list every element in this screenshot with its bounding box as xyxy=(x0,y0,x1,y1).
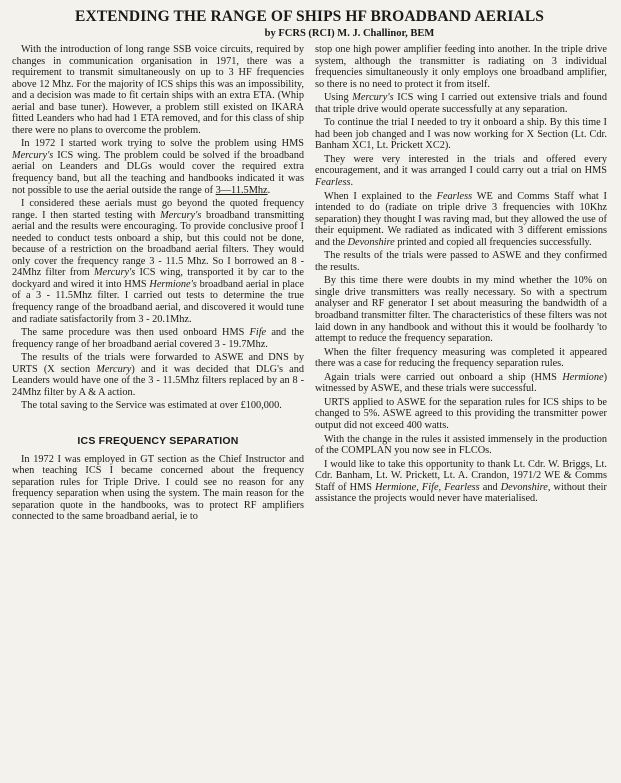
article-title: EXTENDING THE RANGE OF SHIPS HF BROADBAND AERIALS xyxy=(75,8,544,25)
paragraph xyxy=(12,352,304,398)
ship-name: Mercury xyxy=(96,363,132,375)
left-column xyxy=(12,44,304,525)
paragraph: By this time there were doubts in my mind whether the 10% on single drive transmitters was really necessary. So with a spectrum analyser and RF generator I set about measuring the bandwidth of a broadband transmitter filter. The characteristics of these filters was not laid down in any handbook and without this it would be foolhardy 'to attempt to reduce the frequency separation. xyxy=(315,275,607,345)
text-run: and xyxy=(479,481,501,493)
ship-name: Mercury's xyxy=(352,92,394,104)
text-run: broadband transmitting aerial and the results were encouraging. To provide conclusive proof I needed to conduct tests onboard a ship, but this could not be done, because of a restriction on the broadband aerial filters. They would only cover the frequency range 3 - 11.5 Mhz. So I borrowed an 8 - 24Mhz filter from xyxy=(12,209,304,279)
text-run: . xyxy=(267,184,271,196)
paragraph: With the introduction of long range SSB voice circuits, required by changes in communication organisation in 1971, there was a requirement to transmit simultaneously on up to 3 HF frequencies above 12 Mhz. For the majority of ICS ships this was an impossibility, and a decision was made to fit certain ships with an extra ETA. (Whip aerial and base tuner). However, a problem still existed on IKARA fitted Leanders who had had 1 ETA removed, and for this class of ship there were no plans to overcome the problem. xyxy=(12,44,304,136)
text-run: . xyxy=(350,177,354,189)
text-run: Again trials were carried out onboard a ship (HMS xyxy=(324,371,563,383)
ship-name: Mercury's xyxy=(93,267,136,279)
text-run: WE and Comms Staff what I intended to do (radiate on triple drive 3 frequencies with 10Khz separation) they thought I was raving mad, but they allowed the use of their equipment. We radiated as indicated with 3 different emissions and the xyxy=(315,190,607,248)
paragraph: When the filter frequency measuring was completed it appeared there was a case for reducing the frequency separation rules. xyxy=(315,346,607,370)
text-run: ICS wing. The problem could be solved if the broadband aerial on Leanders and DLGs would cover the required extra frequency band, but all the teaching and handbooks indicated it was not possible to use the aerial outside the range of xyxy=(12,149,304,196)
ship-name: Fife xyxy=(249,327,267,339)
ship-name: Hermione xyxy=(562,371,604,383)
right-column xyxy=(315,44,607,525)
ship-name: Mercury's xyxy=(160,209,202,221)
article-byline: by FCRS (RCI) M. J. Challinor, BEM xyxy=(264,28,435,39)
text-run: I would like to take this opportunity to thank Lt. Cdr. W. Briggs, Lt. Cdr. Banham, Lt. W. Prickett, Lt. A. Crandon, 1971/2 WE & Comms Staff of HMS xyxy=(315,458,607,493)
text-run: printed and copied all frequencies successfully. xyxy=(394,236,592,248)
text-run: In 1972 I started work trying to solve the problem using HMS xyxy=(21,138,304,150)
text-run: ICS wing I carried out extensive trials and found that triple drive would operate successfully at any separation. xyxy=(315,92,607,115)
text-run: Using xyxy=(324,92,353,104)
text-run: The same procedure was then used onboard HMS xyxy=(21,327,250,339)
text-run: ) witnessed by ASWE, and these trials were successful. xyxy=(315,371,607,395)
paragraph: The total saving to the Service was estimated at over £100,000. xyxy=(21,400,282,412)
paragraph: With the change in the rules it assisted immensely in the production of the COMPLAN you now see in FLCOs. xyxy=(315,433,607,457)
paragraph xyxy=(315,459,607,505)
ship-name: Fearless xyxy=(315,177,351,189)
paragraph xyxy=(315,372,607,395)
section-heading: ICS FREQUENCY SEPARATION xyxy=(77,434,239,447)
ship-name: Fearless xyxy=(436,190,473,202)
text-run: The results of the trials were forwarded to ASWE and DNS by URTS (X section xyxy=(12,352,304,375)
frequency-range: 3—11.5Mhz xyxy=(215,184,268,196)
text-run: broadband aerial in place of a 3 - 11.5Mhz filter. I carried out tests to determine the true frequency range of the broadband aerial, and discovered it would tune and radiate satisfactorily from 3 - 20.1Mhz. xyxy=(12,278,304,325)
text-run: ) and it was decided that DLG's and Leanders would have one of the 3 - 11.5Mhz filters replaced by an 8 - 24Mhz filter by A & A action. xyxy=(12,363,304,398)
paragraph xyxy=(12,198,304,325)
paragraph xyxy=(315,154,607,189)
paragraph: To continue the trial I needed to try it onboard a ship. By this time I had been job changed and I was now working for X Section (Lt. Cdr. Banham XC1, Lt. Prickett XC2). xyxy=(315,117,607,152)
ship-name: Hermione, Fife, Fearless xyxy=(375,481,480,493)
text-run: , without their assistance the projects would never have materialised. xyxy=(315,481,607,505)
paragraph xyxy=(12,138,304,196)
ship-name: Devonshire xyxy=(347,236,395,248)
ship-name: Devonshire xyxy=(500,481,548,493)
paragraph xyxy=(315,191,607,249)
paragraph: URTS applied to ASWE for the separation rules for ICS ships to be changed to 5%. ASWE agreed to this providing the transmitter power output did not exceed 400 watts. xyxy=(315,396,607,431)
text-run: and the frequency range of her broadband aerial covered 3 - 19.7Mhz. xyxy=(12,327,304,350)
text-run: I considered these aerials must go beyond the quoted frequency range. I then started testing with xyxy=(12,198,304,221)
paragraph: The results of the trials were passed to ASWE and they confirmed the results. xyxy=(315,250,607,273)
paragraph: stop one high power amplifier feeding into another. In the triple drive system, although the transmitter is radiating on 3 individual frequencies simultaneously it only employs one broadband amplifier, so there is no need to protect it from itself. xyxy=(315,44,607,90)
paragraph xyxy=(12,327,304,350)
ship-name: Mercury's xyxy=(12,149,54,161)
text-run: ICS wing, transported it by car to the dockyard and wired it into HMS xyxy=(12,267,304,290)
ship-name: Hermione's xyxy=(149,278,197,290)
article-body xyxy=(12,44,607,525)
paragraph xyxy=(315,92,607,115)
text-run: When I explained to the xyxy=(324,190,437,202)
text-run: They were very interested in the trials and offered every encouragement, and it was arranged I could carry out a trial on HMS xyxy=(315,153,607,177)
paragraph: In 1972 I was employed in GT section as the Chief Instructor and when teaching ICS I became concerned about the frequency separation rules for Triple Drive. I could see no reason for any frequency separation when using the system. The main reason for the separation quote in the handbooks, was to protect RF amplifiers connected to the same broadband aerial, ie to xyxy=(12,453,304,523)
